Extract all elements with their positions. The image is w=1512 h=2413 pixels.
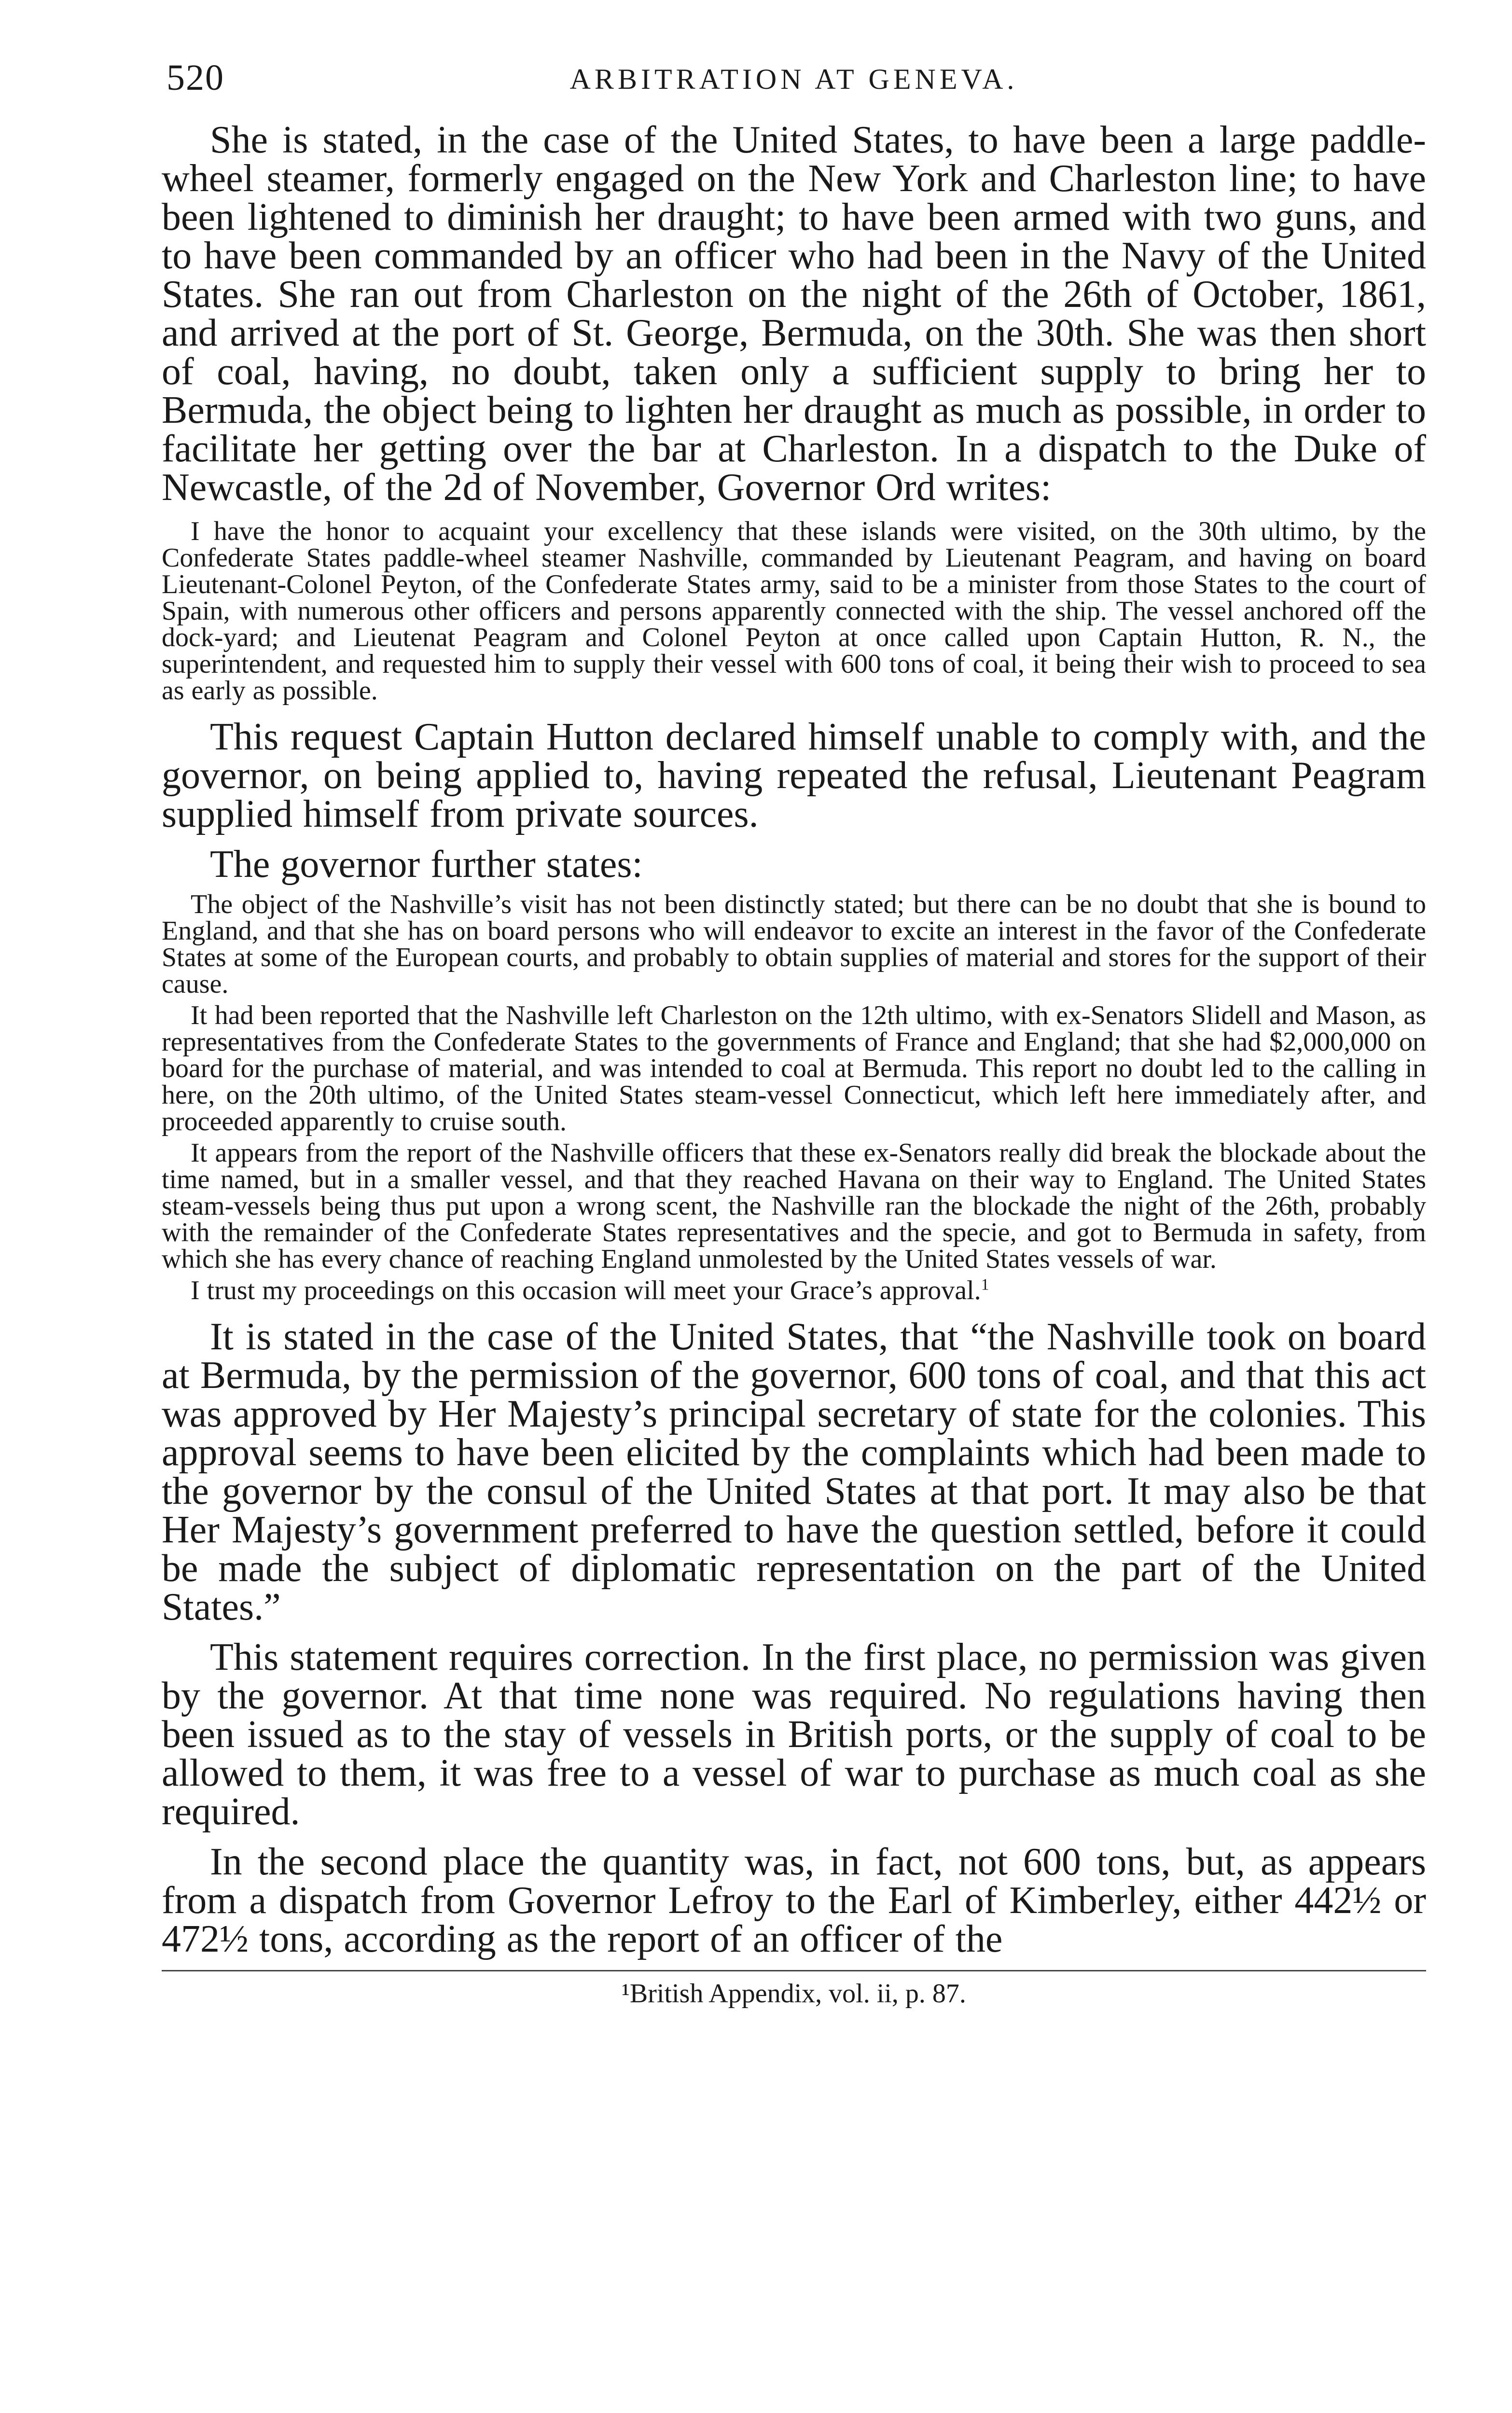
extract-closing-text: I trust my proceedings on this occasion will meet your Grace’s approval. xyxy=(191,1276,981,1305)
paragraph-statement-correction: This statement requires correction. In the first place, no permission was given by the governor. At that time none was required. No regulations having then been issued as to the stay of vessels in British ports, or the supply of coal to be allowed to them, it was free to a vessel of war to purchase as much coal as she required. xyxy=(162,1636,1426,1833)
footnote-divider xyxy=(162,1970,1426,1971)
paragraph-case-of-united-states: It is stated in the case of the United States, that “the Nashville took on board at Bermuda, by the permission of the governor, 600 tons of coal, and that this act was approved by Her Majesty’s principal secretary of state for the colonies. This approval seems to have been elicited by the complaints which had been made to the governor by the consul of the United States at that port. It may also be that Her Majesty’s government preferred to have the question settled, before it could be made the subject of diplomatic representation on the part of the United States.” xyxy=(162,1316,1426,1628)
extract-paragraph: I have the honor to acquaint your excellency that these islands were visited, on the 30th ultimo, by the Confederate States paddle-wheel steamer Nashville, commanded by Lieutenant Peagram, and having on board Lieutenant-Colonel Peyton, of the Confederate States army, said to be a minister from those States to the court of Spain, with numerous other officers and persons apparently connected with the ship. The vessel anchored off the dock-yard; and Lieutenat Peagram and Colonel Peyton at once called upon Captain Hutton, R. N., the superintendent, and requested him to supply their vessel with 600 tons of coal, it being their wish to proceed to sea as early as possible. xyxy=(162,516,1426,706)
quoted-dispatch-governor-ord xyxy=(162,518,1426,704)
paragraph-quantity-of-coal: In the second place the quantity was, in fact, not 600 tons, but, as appears from a dispatch from Governor Lefroy to the Earl of Kimberley, either 442½ or 472½ tons, according as the report of an officer of the xyxy=(162,1841,1426,1960)
paragraph-governor-further-states: The governor further states: xyxy=(210,843,643,886)
running-title: ARBITRATION AT GENEVA. xyxy=(569,63,1018,95)
footnote: ¹British Appendix, vol. ii, p. 87. xyxy=(622,1979,966,2009)
extract-paragraph: It appears from the report of the Nashville officers that these ex-Senators really did break the blockade about the time named, but in a smaller vessel, and that they reached Havana on their way to England. The United States steam-vessels being thus put upon a wrong scent, the Nashville ran the blockade the night of the 26th, probably with the remainder of the Confederate States representatives and the specie, and got to Bermuda in safety, from which she has every chance of reaching England unmolested by the United States vessels of war. xyxy=(162,1138,1426,1274)
page-header xyxy=(162,53,1426,121)
extract-paragraph: It had been reported that the Nashville left Charleston on the 12th ultimo, with ex-Senators Slidell and Mason, as representatives from the Confederate States to the governments of France and England; that she had $2,000,000 on board for the purchase of material, and was intended to coal at Bermuda. This report no doubt led to the calling in here, on the 20th ultimo, of the United States steam-vessel Connecticut, which left here immediately after, and proceeded apparently to cruise south. xyxy=(162,1000,1426,1137)
paragraph-captain-hutton: This request Captain Hutton declared himself unable to comply with, and the governor, on being applied to, having repeated the refusal, Lieutenant Peagram supplied himself from private sources. xyxy=(162,716,1426,835)
quoted-governor-statement xyxy=(162,891,1426,1304)
page-number: 520 xyxy=(166,57,224,98)
footnote-reference: 1 xyxy=(981,1276,989,1294)
document-page xyxy=(162,53,1426,2413)
paragraph-nashville-description: She is stated, in the case of the United States, to have been a large paddle-wheel steamer, formerly engaged on the New York and Charleston line; to have been lightened to diminish her draught; to have been armed with two guns, and to have been commanded by an officer who had been in the Navy of the United States. She ran out from Charleston on the night of the 26th of October, 1861, and arrived at the port of St. George, Bermuda, on the 30th. She was then short of coal, having, no doubt, taken only a sufficient supply to bring her to Bermuda, the object being to lighten her draught as much as possible, in order to facilitate her getting over the bar at Charleston. In a dispatch to the Duke of Newcastle, of the 2d of November, Governor Ord writes: xyxy=(162,119,1426,509)
extract-paragraph: The object of the Nashville’s visit has not been distinctly stated; but there can be no doubt that she is bound to England, and that she has on board persons who will endeavor to excite an interest in the favor of the Confederate States at some of the European courts, and probably to obtain supplies of material and stores for the support of their cause. xyxy=(162,889,1426,999)
extract-paragraph-closing xyxy=(162,1277,1426,1304)
